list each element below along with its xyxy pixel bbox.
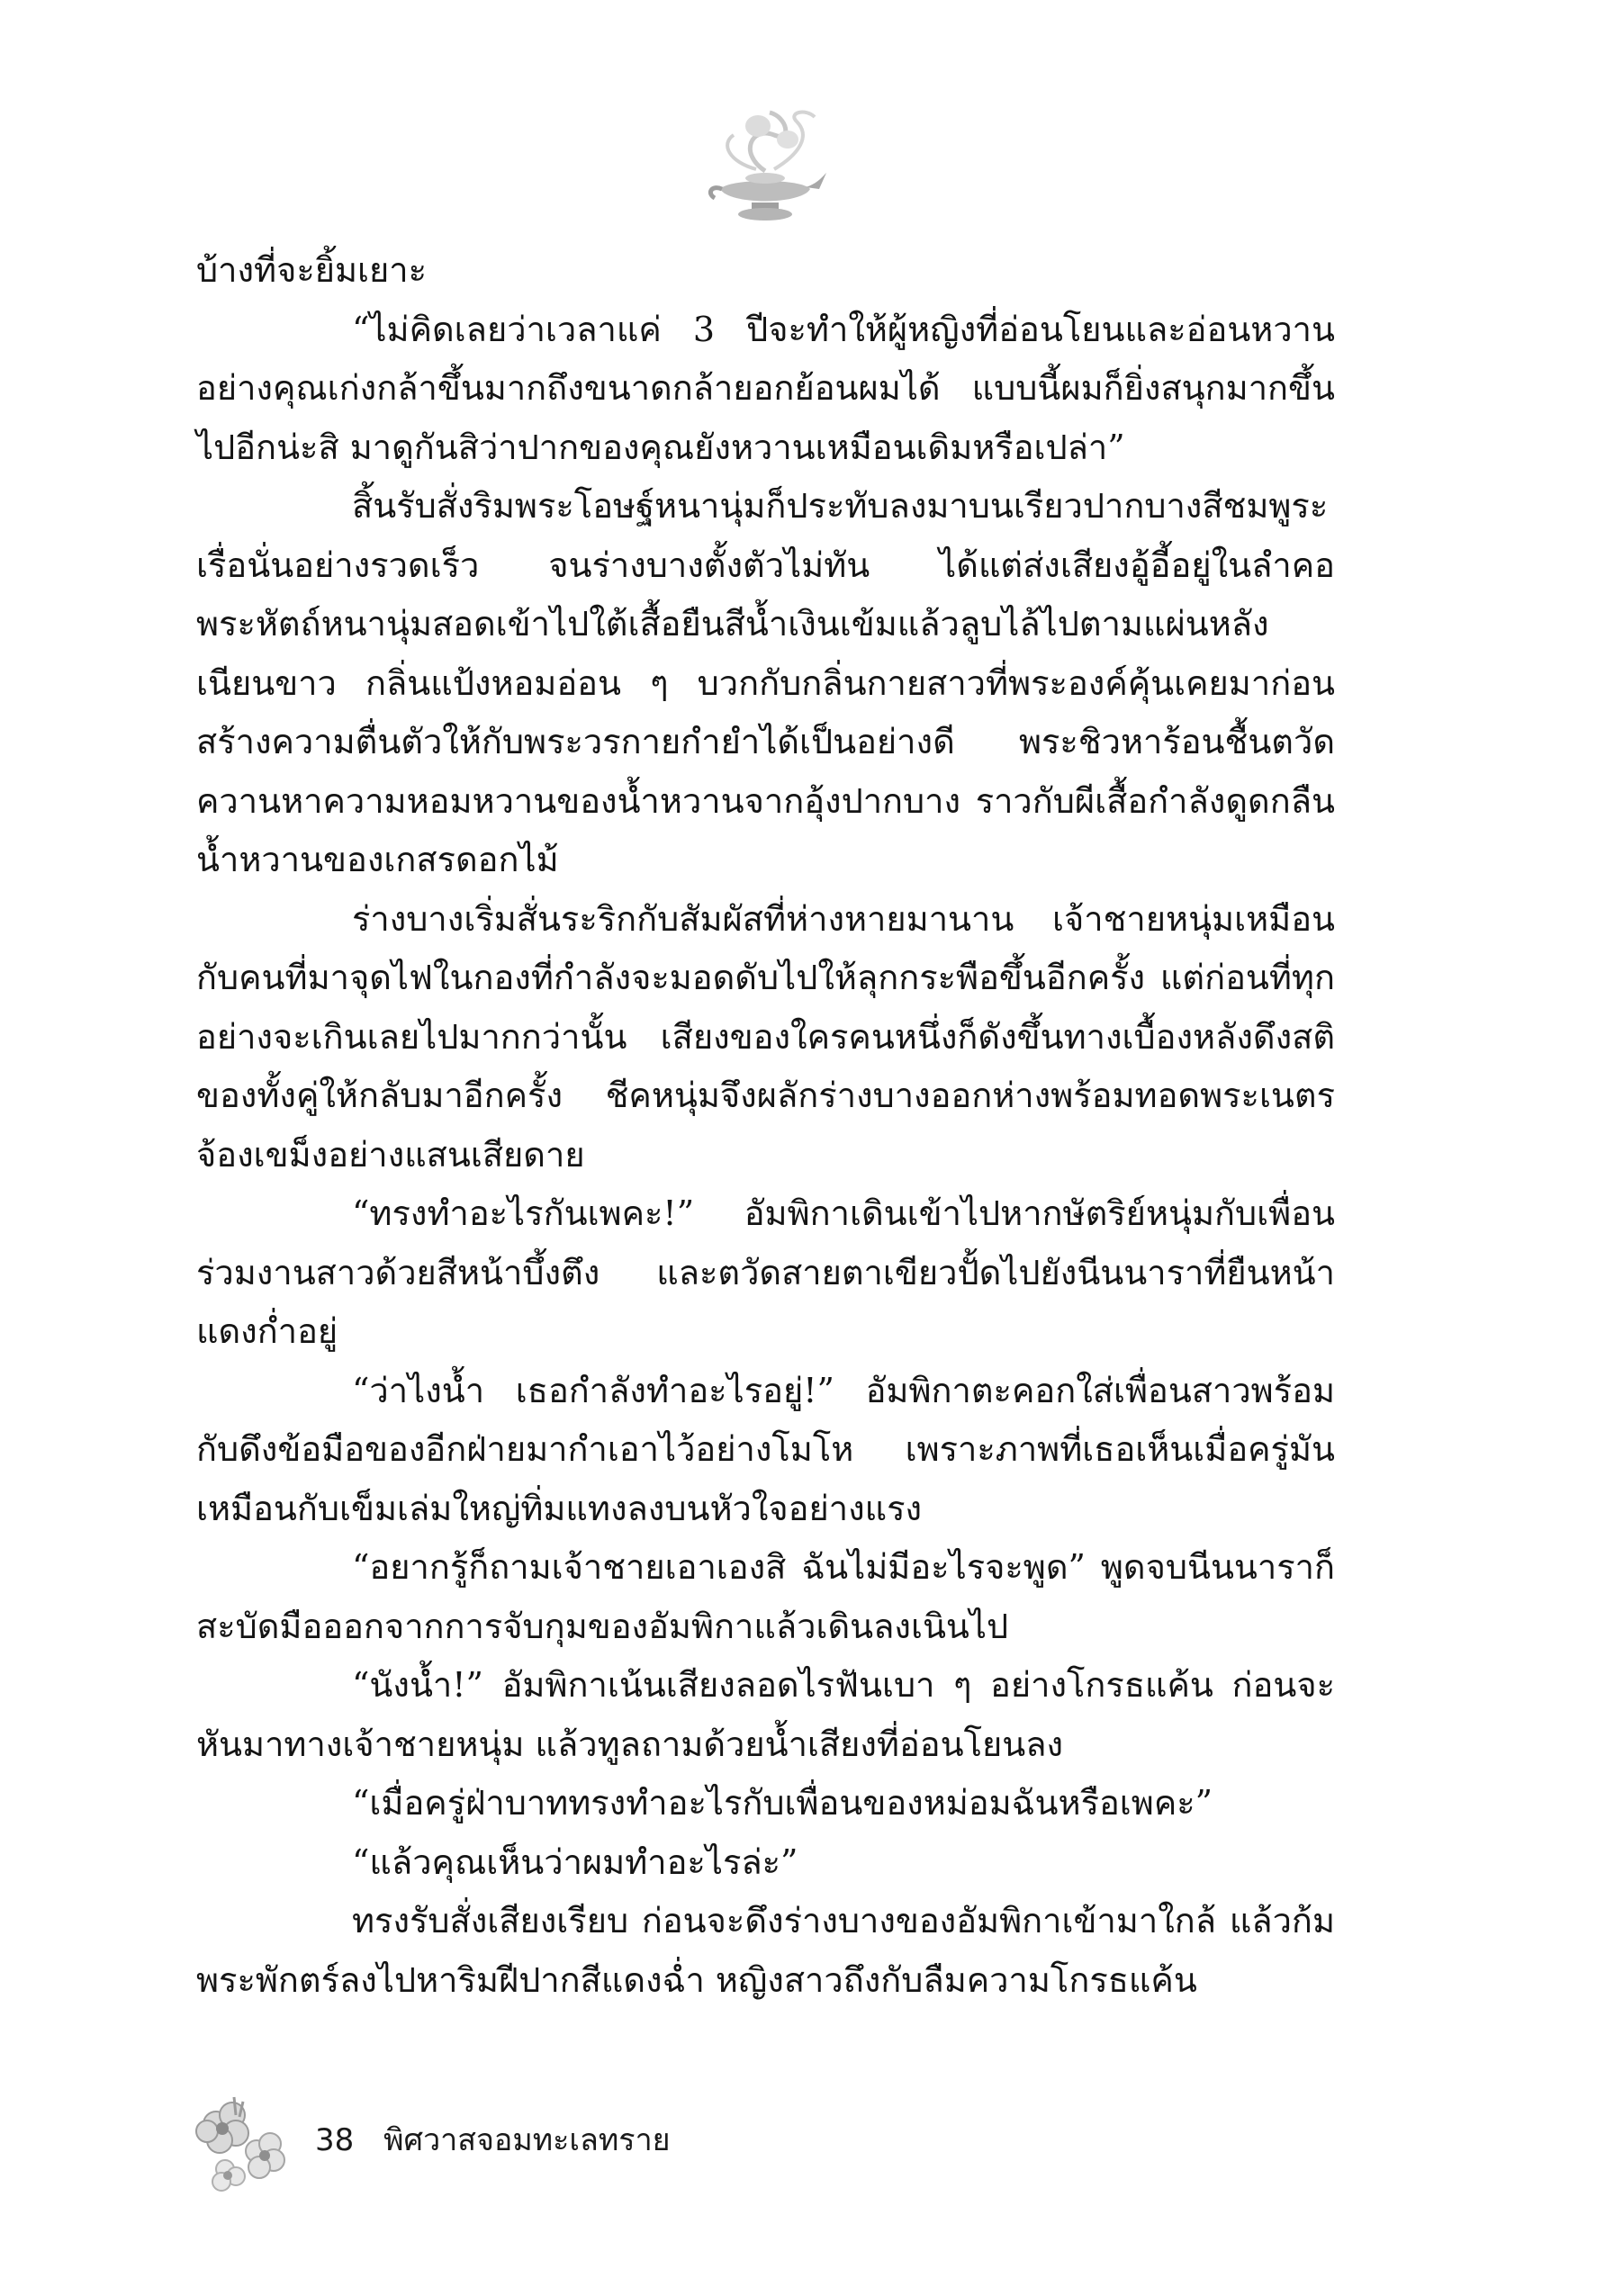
body-paragraph: “แล้วคุณเห็นว่าผมทำอะไรล่ะ”: [352, 1841, 798, 1882]
body-paragraph: บ้างที่จะยิ้มเยาะ: [196, 250, 428, 290]
body-paragraph: “นังน้ำ!” อัมพิกาเน้นเสียงลอดไรฟันเบา ๆ อย่างโกรธแค้น ก่อนจะหันมาทางเจ้าชายหนุ่ม แล้วทูลถามด้วยน้ำเสียงที่อ่อนโยนลง: [196, 1665, 1335, 1764]
flower-cluster-icon: [180, 2079, 297, 2196]
body-paragraph: ร่างบางเริ่มสั่นระริกกับสัมผัสที่ห่างหายมานาน เจ้าชายหนุ่มเหมือนกับคนที่มาจุดไฟในกองที่กำลังจะมอดดับไปให้ลุกกระพือขึ้นอีกครั้ง แต่ก่อนที่ทุกอย่างจะเกินเลยไปมากกว่านั้น เสียงของใครคนหนึ่งก็ดังขึ้นทางเบื้องหลังดึงสติของทั้งคู่ให้กลับมาอีกครั้ง ชีคหนุ่มจึงผลักร่างบางออกห่างพร้อมทอดพระเนตรจ้องเขม็งอย่างแสนเสียดาย: [196, 898, 1335, 1175]
body-paragraph: “อยากรู้ก็ถามเจ้าชายเอาเองสิ ฉันไม่มีอะไรจะพูด” พูดจบนีนนาราก็สะบัดมือออกจากการจับกุมของอัมพิกาแล้วเดินลงเนินไป: [196, 1547, 1335, 1646]
body-paragraph: “เมื่อครู่ฝ่าบาททรงทำอะไรกับเพื่อนของหม่อมฉันหรือเพคะ”: [352, 1783, 1213, 1823]
body-paragraph: “ไม่คิดเลยว่าเวลาแค่ 3 ปีจะทำให้ผู้หญิงที่อ่อนโยนและอ่อนหวานอย่างคุณเก่งกล้าขึ้นมากถึงขนาดกล้ายอกย้อนผมได้ แบบนี้ผมก็ยิ่งสนุกมากขึ้นไปอีกน่ะสิ มาดูกันสิว่าปากของคุณยังหวานเหมือนเดิมหรือเปล่า”: [196, 309, 1335, 467]
body-paragraph: “ว่าไงน้ำ เธอกำลังทำอะไรอยู่!” อัมพิกาตะคอกใส่เพื่อนสาวพร้อมกับดึงข้อมือของอีกฝ่ายมากำเอาไว้อย่างโมโห เพราะภาพที่เธอเห็นเมื่อครู่มันเหมือนกับเข็มเล่มใหญ่ทิ่มแทงลงบนหัวใจอย่างแรง: [196, 1370, 1335, 1528]
body-paragraph: สิ้นรับสั่งริมพระโอษฐ์หนานุ่มก็ประทับลงมาบนเรียวปากบางสีชมพูระเรื่อนั่นอย่างรวดเร็ว จนร่างบางตั้งตัวไม่ทัน ได้แต่ส่งเสียงอู้อี้อยู่ในลำคอ พระหัตถ์หนานุ่มสอดเข้าไปใต้เสื้อยืนสีน้ำเงินเข้มแล้วลูบไล้ไปตามแผ่นหลังเนียนขาว กลิ่นแป้งหอมอ่อน ๆ บวกกับกลิ่นกายสาวที่พระองค์คุ้นเคยมาก่อน สร้างความตื่นตัวให้กับพระวรกายกำยำได้เป็นอย่างดี พระชิวหาร้อนชื้นตวัดควานหาความหอมหวานของน้ำหวานจากอุ้งปากบาง ราวกับผีเสื้อกำลังดูดกลืนน้ำหวานของเกสรดอกไม้: [196, 486, 1335, 879]
book-title: พิศวาสจอมทะเลทราย: [383, 2122, 671, 2158]
body-paragraph: ทรงรับสั่งเสียงเรียบ ก่อนจะดึงร่างบางของอัมพิกาเข้ามาใกล้ แล้วก้มพระพักตร์ลงไปหาริมฝีปากสีแดงฉ่ำ หญิงสาวถึงกับลืมความโกรธแค้น: [196, 1901, 1335, 2000]
magic-lamp-icon: [702, 99, 828, 234]
footer-text: [315, 2115, 671, 2164]
page-footer: [180, 2079, 900, 2205]
page-number: 38: [315, 2122, 355, 2158]
body-text: [196, 241, 1335, 2010]
body-paragraph: “ทรงทำอะไรกันเพคะ!” อัมพิกาเดินเข้าไปหากษัตริย์หนุ่มกับเพื่อนร่วมงานสาวด้วยสีหน้าบึ้งตึง และตวัดสายตาเขียวปั้ดไปยังนีนนาราที่ยืนหน้าแดงก่ำอยู่: [196, 1193, 1335, 1351]
